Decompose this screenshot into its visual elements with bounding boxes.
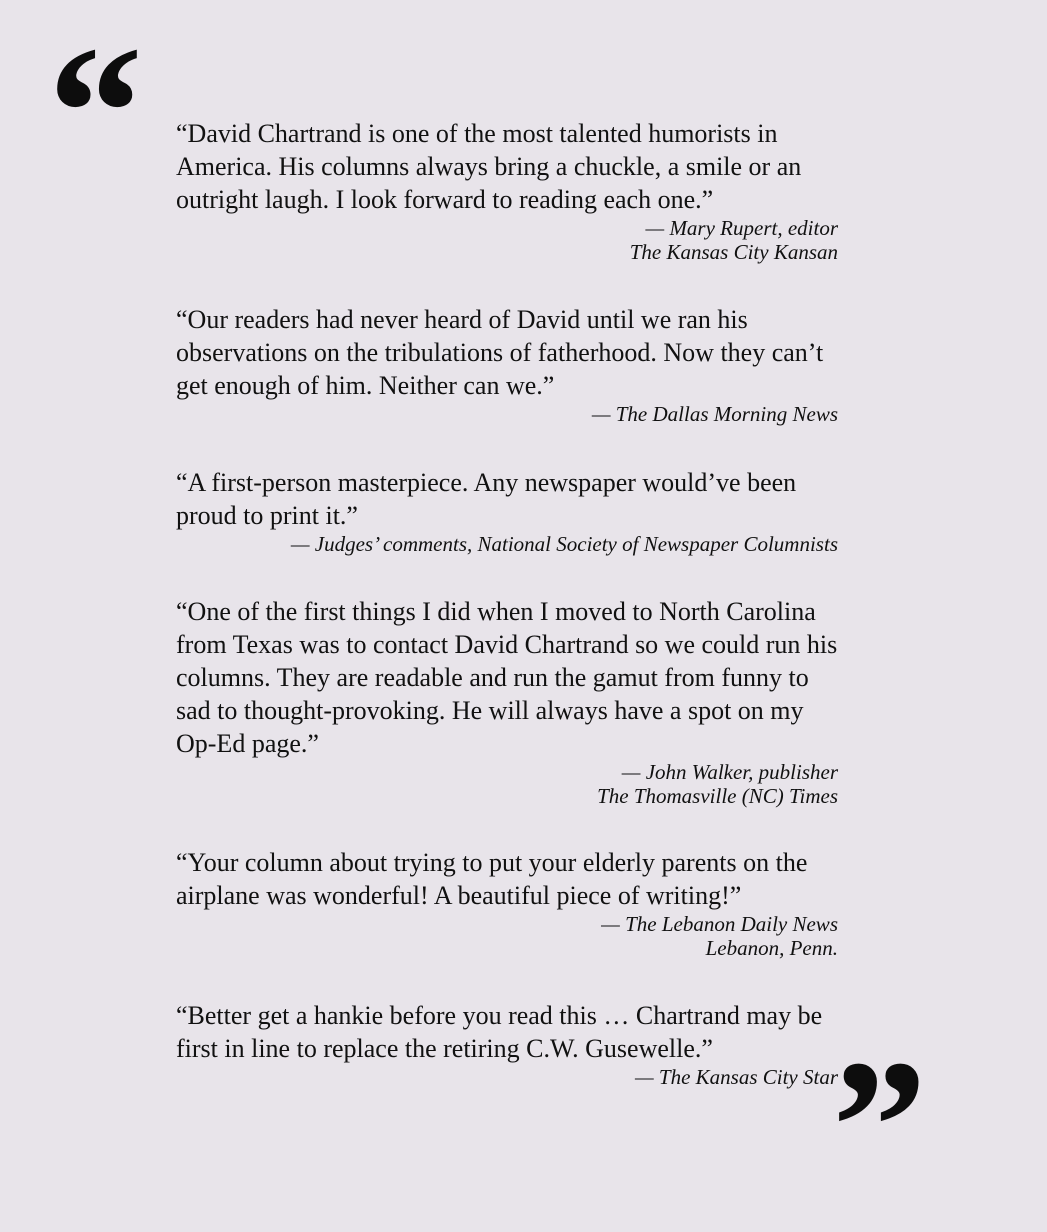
testimonial-quote: “Better get a hankie before you read this … Chartrand may be first in line to replace the retiring C.W. Gusewelle.”: [176, 1001, 823, 1063]
attribution-line: — The Dallas Morning News: [591, 402, 838, 426]
open-quote-icon: “: [48, 8, 143, 218]
testimonial: [176, 595, 838, 808]
testimonial-quote: “One of the first things I did when I moved to North Carolina from Texas was to contact David Chartrand so we could run his columns. They are readable and run the gamut from funny to sad to thought-provoking. He will always have a spot on my Op-Ed page.”: [176, 597, 838, 758]
testimonial: [176, 466, 838, 556]
testimonial-attribution: [176, 216, 838, 264]
testimonial-quote: “A first-person masterpiece. Any newspaper would’ve been proud to print it.”: [176, 468, 797, 530]
close-quote-icon: ”: [832, 1022, 927, 1232]
testimonial-attribution: [176, 760, 838, 808]
testimonial-quote: “David Chartrand is one of the most talented humorists in America. His columns always bring a chuckle, a smile or an outright laugh. I look forward to reading each one.”: [176, 119, 802, 214]
testimonial: [176, 999, 838, 1089]
attribution-line: — The Lebanon Daily News: [601, 912, 838, 936]
attribution-line: Lebanon, Penn.: [705, 936, 838, 960]
attribution-line: — Judges’ comments, National Society of Newspaper Columnists: [290, 532, 838, 556]
testimonials-list: [176, 117, 838, 1089]
testimonial-attribution: [176, 402, 838, 426]
testimonial: [176, 303, 838, 426]
attribution-line: The Kansas City Kansan: [629, 240, 838, 264]
testimonial-quote: “Our readers had never heard of David until we ran his observations on the tribulations of fatherhood. Now they can’t get enough of him. Neither can we.”: [176, 305, 824, 400]
attribution-line: — John Walker, publisher: [621, 760, 838, 784]
attribution-line: — Mary Rupert, editor: [645, 216, 838, 240]
testimonial-attribution: [176, 1065, 838, 1089]
testimonial-quote: “Your column about trying to put your elderly parents on the airplane was wonderful! A beautiful piece of writing!”: [176, 848, 808, 910]
testimonial: [176, 846, 838, 960]
testimonial-attribution: [176, 532, 838, 556]
testimonial-attribution: [176, 912, 838, 960]
attribution-line: — The Kansas City Star: [634, 1065, 838, 1089]
attribution-line: The Thomasville (NC) Times: [597, 784, 838, 808]
testimonial: [176, 117, 838, 264]
